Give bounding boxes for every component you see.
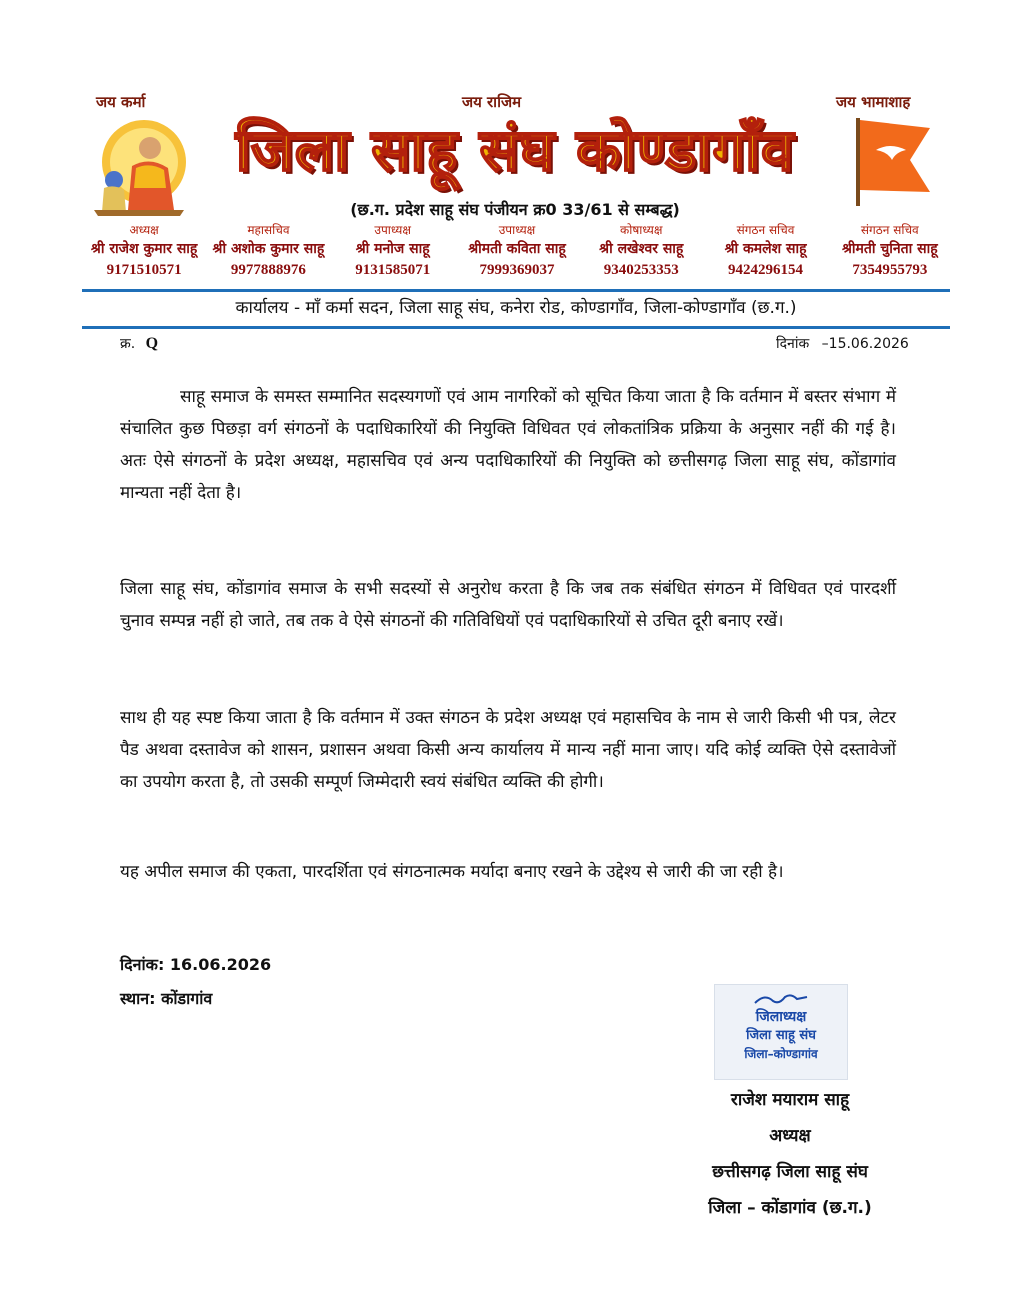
office-name: श्री अशोक कुमार साहू <box>212 241 325 257</box>
office-address: कार्यालय - माँ कर्मा सदन, जिला साहू संघ, कनेरा रोड, कोण्डागाँव, जिला-कोण्डागाँव (छ.ग.) <box>235 298 797 318</box>
slogan-center: जय राजिम <box>462 93 522 111</box>
signatory-name: राजेश मयाराम साहू <box>730 1090 850 1110</box>
office-name: श्री कमलेश साहू <box>724 241 807 257</box>
signatory-block <box>640 1082 940 1226</box>
body-paragraph-1: साहू समाज के समस्त सम्मानित सदस्यगणों एवं आम नागरिकों को सूचित किया जाता है कि वर्तमान में बस्तर संभाग में संचालित कुछ पिछड़ा वर्ग संगठनों के पदाधिकारियों की नियुक्ति विधिवत एवं लोकतांत्रिक प्रक्रिया के अनुसार नहीं की गई है। अतः ऐसे संगठनों के प्रदेश अध्यक्ष, महासचिव एवं अन्य पदाधिकारियों की नियुक्ति को छत्तीसगढ़ जिला साहू संघ, कोंडागांव मान्यता नहीं देता है। <box>120 387 896 503</box>
signatory-role: अध्यक्ष <box>769 1126 811 1146</box>
header-rule-top <box>82 289 950 292</box>
office-role: संगठन सचिव <box>736 223 795 237</box>
ref-date-label: दिनांक <box>776 336 810 352</box>
office-phone: 9340253353 <box>603 262 679 278</box>
office-role: उपाध्यक्ष <box>374 223 411 237</box>
deity-illustration-icon <box>84 118 188 218</box>
signatory-place: जिला – कोंडागांव (छ.ग.) <box>708 1198 872 1218</box>
issue-date: दिनांक: 16.06.2026 <box>120 955 272 974</box>
ref-number-value: Q <box>145 335 159 352</box>
stamp-line-3: जिला–कोण्डागांव <box>744 1047 818 1061</box>
office-bearers <box>82 222 952 286</box>
ref-date <box>776 334 909 353</box>
office-bearer <box>206 222 330 286</box>
office-bearer <box>455 222 579 286</box>
signature-scribble-icon <box>751 991 811 1007</box>
office-role: कोषाध्यक्ष <box>620 223 663 237</box>
office-name: श्री लखेश्वर साहू <box>599 241 684 257</box>
office-phone: 7354955793 <box>852 262 928 278</box>
office-bearer <box>828 222 952 286</box>
office-name: श्री राजेश कुमार साहू <box>90 241 198 257</box>
issue-place: स्थान: कोंडागांव <box>120 989 213 1008</box>
slogan-right: जय भामाशाह <box>836 93 911 111</box>
ref-number <box>120 334 158 353</box>
body-paragraph-2: जिला साहू संघ, कोंडागांव समाज के सभी सदस्यों से अनुरोध करता है कि जब तक संबंधित संगठन में विधिवत एवं पारदर्शी चुनाव सम्पन्न नहीं हो जाते, तब तक वे ऐसे संगठनों की गतिविधियों एवं पदाधिकारियों से उचित दूरी बनाए रखें। <box>120 579 896 631</box>
body-paragraph-3: साथ ही यह स्पष्ट किया जाता है कि वर्तमान में उक्त संगठन के प्रदेश अध्यक्ष एवं महासचिव के नाम से जारी किसी भी पत्र, लेटर पैड अथवा दस्तावेज को शासन, प्रशासन अथवा किसी अन्य कार्यालय में मान्य नहीं माना जाए। यदि कोई व्यक्ति ऐसे दस्तावेजों का उपयोग करता है, तो उसकी सम्पूर्ण जिम्मेदारी स्वयं संबंधित व्यक्ति की होगी। <box>120 708 896 792</box>
office-bearer <box>579 222 703 286</box>
office-name: श्री मनोज साहू <box>355 241 430 257</box>
office-name: श्रीमती चुनिता साहू <box>841 241 938 257</box>
office-name: श्रीमती कविता साहू <box>468 241 566 257</box>
header-rule-bottom <box>82 326 950 329</box>
registration-line: (छ.ग. प्रदेश साहू संघ पंजीयन क्र0 33/61 से सम्बद्ध) <box>350 200 680 219</box>
office-bearer <box>82 222 206 286</box>
body-paragraph-4: यह अपील समाज की एकता, पारदर्शिता एवं संगठनात्मक मर्यादा बनाए रखने के उद्देश्य से जारी की जा रही है। <box>120 862 784 882</box>
ref-date-value: –15.06.2026 <box>821 336 909 352</box>
signatory-org: छत्तीसगढ़ जिला साहू संघ <box>712 1162 868 1182</box>
office-role: उपाध्यक्ष <box>498 223 536 237</box>
office-phone: 9424296154 <box>728 262 804 278</box>
flag-icon <box>850 116 936 208</box>
office-phone: 9171510571 <box>106 262 182 278</box>
office-role: महासचिव <box>247 223 290 237</box>
office-bearer <box>703 222 827 286</box>
ref-number-label: क्र. <box>120 336 136 352</box>
office-role: संगठन सचिव <box>860 223 919 237</box>
org-title: जिला साहू संघ कोण्डागाँव <box>235 116 795 184</box>
slogan-left: जय कर्मा <box>96 93 146 111</box>
office-phone: 9977888976 <box>230 262 306 278</box>
office-bearer <box>331 222 455 286</box>
official-stamp <box>714 984 848 1080</box>
office-phone: 7999369037 <box>479 262 555 278</box>
office-phone: 9131585071 <box>355 262 431 278</box>
stamp-line-1: जिलाध्यक्ष <box>755 1009 807 1025</box>
stamp-line-2: जिला साहू संघ <box>746 1028 816 1043</box>
office-role: अध्यक्ष <box>129 223 159 237</box>
